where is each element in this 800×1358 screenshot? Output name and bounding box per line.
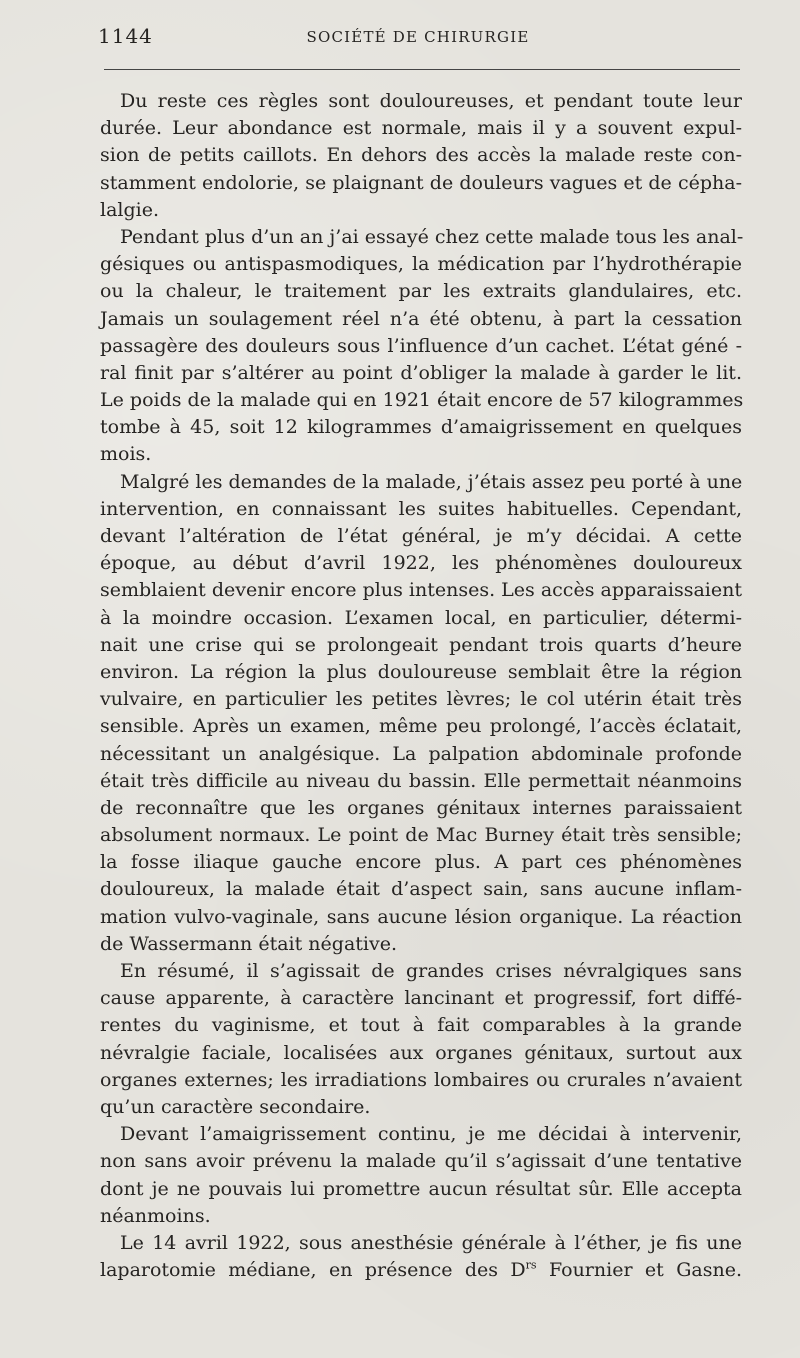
text-line: de reconnaître que les organes génitaux internes paraissaient: [100, 796, 742, 819]
text-line: ou la chaleur, le traitement par les extraits glandulaires, etc.: [100, 280, 742, 303]
text-line: névralgie faciale, localisées aux organes génitaux, surtout aux: [100, 1041, 742, 1064]
text-line: Du reste ces règles sont douloureuses, et pendant toute leur: [120, 90, 742, 112]
text-line: néanmoins.: [100, 1204, 211, 1227]
page-number: 1144: [98, 24, 153, 48]
body-text: [100, 88, 742, 1284]
text-line: était très difficile au niveau du bassin. Elle permettait néanmoins: [100, 769, 742, 792]
header-rule: [104, 69, 740, 70]
text-line: sion de petits caillots. En dehors des accès la malade reste con-: [100, 144, 742, 167]
text-line: absolument normaux. Le point de Mac Burney était très sensible;: [100, 824, 742, 847]
text-line: la fosse iliaque gauche encore plus. A part ces phénomènes: [100, 851, 742, 874]
text-line: de Wassermann était négative.: [100, 932, 397, 955]
page-header: [98, 24, 738, 54]
text-line: nait une crise qui se prolongeait pendant trois quarts d’heure: [100, 633, 742, 656]
text-line: semblaient devenir encore plus intenses. Les accès apparaissaient: [100, 579, 742, 602]
final-line-end: Fournier et Gasne.: [536, 1259, 742, 1282]
text-line: cause apparente, à caractère lancinant et progressif, fort diffé-: [100, 987, 742, 1010]
text-line: Devant l’amaigrissement continu, je me décidai à intervenir,: [120, 1123, 742, 1146]
text-line: qu’un caractère secondaire.: [100, 1095, 371, 1118]
text-line: douloureux, la malade était d’aspect sain, sans aucune inflam-: [100, 878, 742, 901]
text-line: ral finit par s’altérer au point d’obliger la malade à garder le lit.: [100, 361, 742, 384]
text-line: Le 14 avril 1922, sous anesthésie générale à l’éther, je fis une: [120, 1231, 742, 1254]
text-line: dont je ne pouvais lui promettre aucun résultat sûr. Elle accepta: [100, 1177, 742, 1200]
text-line: stamment endolorie, se plaignant de douleurs vagues et de cépha-: [100, 171, 742, 194]
text-line-final: [100, 1257, 742, 1284]
text-line: Malgré les demandes de la malade, j’étais assez peu porté à une: [120, 470, 743, 493]
text-line: rentes du vaginisme, et tout à fait comparables à la grande: [100, 1014, 742, 1037]
text-line: organes externes; les irradiations lombaires ou crurales n’avaient: [100, 1068, 742, 1091]
text-line: Le poids de la malade qui en 1921 était encore de 57 kilogrammes: [100, 389, 744, 412]
final-line-start: laparotomie médiane, en présence des D: [100, 1259, 526, 1282]
text-line: vulvaire, en particulier les petites lèvres; le col utérin était très: [100, 688, 742, 711]
text-line: mation vulvo-vaginale, sans aucune lésion organique. La réaction: [100, 905, 742, 928]
running-head: SOCIÉTÉ DE CHIRURGIE: [306, 28, 530, 46]
text-line: lalgie.: [100, 198, 160, 221]
text-line: à la moindre occasion. L’examen local, en particulier, détermi-: [100, 606, 742, 629]
text-line: environ. La région la plus douloureuse semblait être la région: [100, 660, 742, 683]
text-line: passagère des douleurs sous l’influence d’un cachet. L’état géné -: [100, 334, 742, 357]
text-line: tombe à 45, soit 12 kilogrammes d’amaigrissement en quelques: [100, 416, 742, 439]
doctors-superscript: rs: [525, 1258, 537, 1272]
text-line: nécessitant un analgésique. La palpation abdominale profonde: [100, 742, 742, 765]
text-line: Jamais un soulagement réel n’a été obtenu, à part la cessation: [100, 307, 742, 330]
text-line: Pendant plus d’un an j’ai essayé chez cette malade tous les anal-: [120, 225, 744, 248]
text-line: devant l’altération de l’état général, je m’y décidai. A cette: [100, 525, 742, 547]
text-line: époque, au début d’avril 1922, les phénomènes douloureux: [100, 552, 742, 575]
text-line: mois.: [100, 443, 152, 466]
text-line: intervention, en connaissant les suites habituelles. Cependant,: [100, 497, 742, 520]
text-line: En résumé, il s’agissait de grandes crises névralgiques sans: [120, 960, 742, 982]
text-line: durée. Leur abondance est normale, mais il y a souvent expul-: [100, 117, 742, 140]
text-line: gésiques ou antispasmodiques, la médication par l’hydrothérapie: [100, 253, 742, 276]
text-line: non sans avoir prévenu la malade qu’il s’agissait d’une tentative: [100, 1150, 742, 1173]
text-line: sensible. Après un examen, même peu prolongé, l’accès éclatait,: [100, 715, 742, 738]
